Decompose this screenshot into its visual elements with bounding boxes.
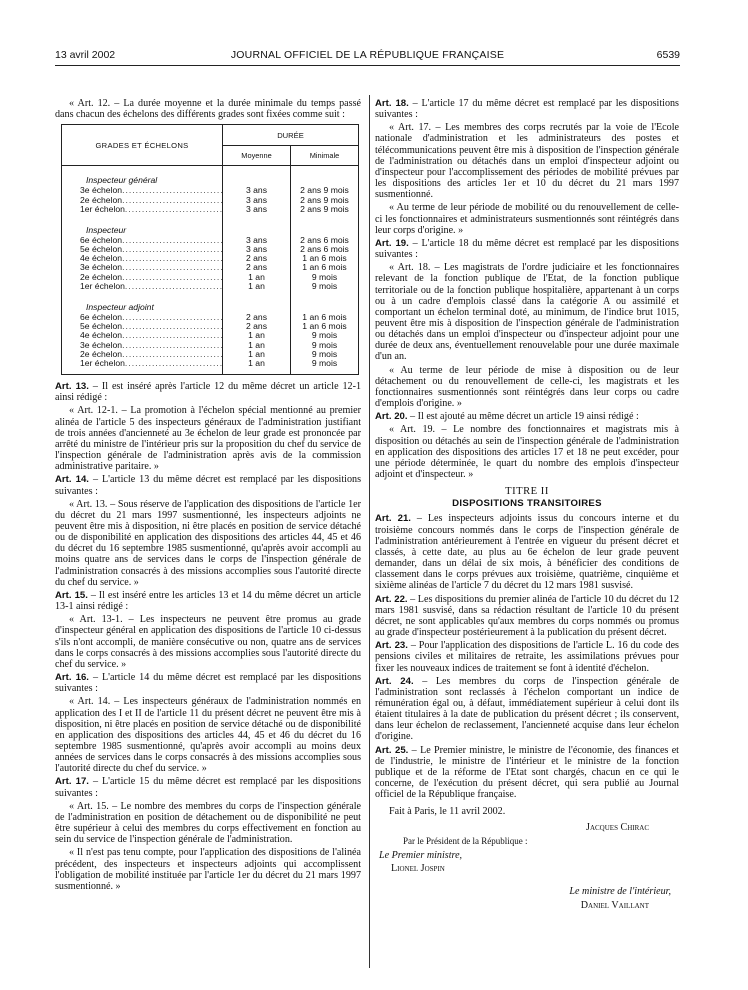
- art21-text: – Les inspecteurs adjoints issus du concours interne et du troisième concours nommés dans le corps de l'inspection générale de l'administration antérieurement à l'entrée en vigueur du présent décret et classés, à cette date, au plus au 6e échelon de leur grade peuvent demander, dans un délai de six mois, à bénéficier des conditions de classement dans le corps prévues aux troisième, quatrième, cinquième et sixième alinéas de l'article 7 du décret du 12 mars 1981 susvisé.: [375, 513, 679, 592]
- art22-text: – Les dispositions du premier alinéa de l'article 10 du décret du 12 mars 1981 susvisé, dans sa rédaction résultant de l'article 10 du présent décret, ne sont applicables qu'aux membres du corps nommés ou promus au grade d'inspecteur postérieurement à la publication du présent décret.: [375, 593, 679, 639]
- table-cell-moyenne: 1 an: [248, 331, 265, 341]
- table-cell-moyenne: 3 ans: [245, 186, 268, 196]
- art14-text: – L'article 13 du même décret est remplacé par les dispositions suivantes :: [55, 474, 361, 497]
- art22-head: Art. 22.: [375, 593, 408, 605]
- art18-quote-2: « Au terme de leur période de mobilité ou du renouvellement de celle-ci les fonctionnaires et administrateurs susmentionnés sont réintégrés dans leur corps d'origine. »: [375, 202, 679, 236]
- premier-ministre-title: Le Premier ministre,: [379, 849, 463, 861]
- table-cell-minimale: 2 ans 6 mois: [300, 235, 349, 245]
- art15-text: – Il est inséré entre les articles 13 et 14 du même décret un article 13-1 ainsi rédigé :: [55, 589, 361, 613]
- art24: [375, 676, 679, 743]
- art13-quote: « Art. 12-1. – La promotion à l'échelon spécial mentionné au premier alinéa de l'article 5 des inspecteurs généraux de l'administration justifiant de trois années d'ancienneté au 3e échelon de leur grade est prononcée par arrêté du ministre de l'intérieur pris sur la proposition du chef du service de l'inspection générale de l'administration après avis de la commission administrative paritaire. »: [55, 405, 361, 473]
- art18: [375, 98, 679, 120]
- table-cell-moyenne: 1 an: [248, 349, 265, 359]
- art13-head: Art. 13.: [55, 381, 89, 393]
- art23-head: Art. 23.: [375, 640, 408, 652]
- col-minimale: Minimale: [309, 151, 340, 161]
- art19-quote-1: « Art. 18. – Les magistrats de l'ordre judiciaire et les fonctionnaires relevant de la fonction publique de l'Etat, de la fonction publique territoriale ou de la fonction publique hospitalière, appartenant à un corps ou à un cadre d'emplois classé dans la catégorie A ou assimilé et comportant un échelon terminal doté, au minimum, de l'indice brut 1015, peuvent être mis à disposition de l'inspection générale de l'administration ou détachés dans un emploi d'inspecteur ou d'inspecteur adjoint pour une durée de deux ans, éventuellement renouvelable pour une durée maximale d'un an.: [375, 262, 679, 363]
- header-journal-title: JOURNAL OFFICIEL DE LA RÉPUBLIQUE FRANÇAISE: [230, 49, 505, 61]
- header-date: 13 avril 2002: [55, 49, 116, 61]
- art15-head: Art. 15.: [55, 589, 88, 601]
- pm-title-line: [375, 848, 679, 862]
- col-duree: DURÉE: [223, 125, 358, 146]
- table-row-echelon: [62, 254, 222, 263]
- art22: [375, 594, 679, 639]
- table-cell-moyenne: 3 ans: [245, 204, 268, 214]
- art19: [375, 238, 679, 260]
- table-cell-moyenne: 3 ans: [245, 245, 268, 255]
- art13-text: – Il est inséré après l'article 12 du même décret un article 12-1 ainsi rédigé :: [55, 381, 361, 404]
- table-cell-minimale: 9 mois: [311, 358, 338, 368]
- signature-jospin: Lionel Jospin: [391, 862, 445, 874]
- table-row-echelon: [62, 263, 222, 272]
- table-row-echelon: [62, 186, 222, 195]
- table-section-title: Inspecteur adjoint: [86, 302, 154, 312]
- table-row-echelon: [62, 205, 222, 214]
- table-cell-minimale: 1 an 6 mois: [302, 313, 347, 322]
- art15-quote: « Art. 13-1. – Les inspecteurs ne peuvent être promus au grade d'inspecteur général en application des dispositions de l'article 10 ci-dessus s'ils n'ont accompli, de manière consécutive ou non, quatre ans de services dans le corps consacrés à des missions accomplies sous l'autorité directe du chef du service. »: [55, 614, 361, 670]
- signature-chirac-line: [375, 820, 679, 834]
- art24-text: – Les membres du corps de l'inspection générale de l'administration sont reclassés à l'échelon comportant un indice de rémunération égal ou, à défaut, immédiatement supérieur à celui dont ils étaient titulaires à la date de publication du présent décret ; ils conservent, dans leur échelon de reclassement, l'ancienneté acquise dans leur échelon d'origine.: [375, 675, 679, 743]
- table-cell-moyenne: 3 ans: [245, 195, 268, 205]
- art18-quote-1: « Art. 17. – Les membres des corps recrutés par la voie de l'Ecole nationale d'administration et les administrateurs des postes et télécommunications peuvent être mis à disposition de l'inspection générale de l'administration ou détachés dans un emploi d'inspecteur adjoint ou d'inspecteur pour l'accomplissement des périodes de mobilité prévues par les dispositions des articles 1er et 10 du décret du 21 mars 1997 susmentionné.: [375, 122, 679, 201]
- table-cell-moyenne: 2 ans: [245, 322, 268, 332]
- table-cell-moyenne: 1 an: [248, 281, 265, 291]
- art20: [375, 411, 679, 422]
- grades-column: [62, 166, 223, 374]
- moyenne-column: [223, 166, 291, 374]
- table-cell-minimale: 1 an 6 mois: [302, 322, 347, 332]
- art14: [55, 474, 361, 496]
- art21: [375, 513, 679, 591]
- table-row-echelon: [62, 322, 222, 331]
- art18-head: Art. 18.: [375, 98, 409, 109]
- signature-vaillant: Daniel Vaillant: [580, 899, 649, 911]
- art20-text: – Il est ajouté au même décret un article 19 ainsi rédigé :: [407, 411, 639, 423]
- table-row-echelon: [62, 341, 222, 350]
- art17-head: Art. 17.: [55, 776, 89, 788]
- art15: [55, 590, 361, 612]
- table-cell-minimale: 1 an 6 mois: [302, 254, 347, 264]
- echelon-label: 5e échelon: [80, 245, 123, 255]
- echelon-label: 4e échelon: [80, 331, 123, 341]
- table-section-title: Inspecteur général: [86, 175, 158, 186]
- table-cell-minimale: 9 mois: [311, 349, 338, 359]
- art24-head: Art. 24.: [375, 675, 414, 687]
- col-moyenne: Moyenne: [223, 146, 291, 165]
- table-row-echelon: [62, 350, 222, 359]
- column-separator: [369, 95, 370, 968]
- mi-title-line: [375, 886, 679, 900]
- table-cell-moyenne: 2 ans: [245, 263, 268, 273]
- table-row-echelon: [62, 313, 222, 322]
- table-row-echelon: [62, 236, 222, 245]
- art14-quote: « Art. 13. – Sous réserve de l'application des dispositions de l'article 1er du décret du 21 mars 1997 susmentionné, les inspecteurs adjoints ne peuvent être mis à disposition, ni être placés en position de service détaché ou de disponibilité en application des dispositions des articles 44, 45 et 46 du décret du 16 septembre 1985 susmentionné, qu'après avoir accompli au moins quatre ans de services dans le corps de l'inspection générale de l'administration consacrés à des missions accomplies sous l'autorité directe du chef du service. »: [55, 498, 361, 588]
- art13: [55, 381, 361, 403]
- art19-text: – L'article 18 du même décret est remplacé par les dispositions suivantes :: [375, 237, 679, 261]
- echelon-label: 3e échelon: [80, 263, 123, 273]
- echelon-label: 6e échelon: [80, 235, 123, 245]
- vaillant-line: [375, 900, 679, 914]
- table-cell-moyenne: 3 ans: [245, 235, 268, 245]
- jospin-line: [375, 862, 679, 876]
- table-cell-minimale: 2 ans 9 mois: [300, 186, 349, 196]
- table-cell-minimale: 1 an 6 mois: [302, 263, 347, 273]
- dispositions-heading: DISPOSITIONS TRANSITOIRES: [452, 498, 602, 510]
- table-row-echelon: [62, 331, 222, 340]
- art16-head: Art. 16.: [55, 672, 89, 684]
- titre-heading: TITRE II: [505, 486, 549, 498]
- col-grades: GRADES ET ÉCHELONS: [62, 125, 223, 165]
- echelon-label: 1er échelon: [80, 358, 125, 368]
- right-column: [375, 98, 679, 914]
- echelon-label: 5e échelon: [80, 322, 123, 332]
- echelon-label: 6e échelon: [80, 313, 123, 322]
- art19-head: Art. 19.: [375, 237, 409, 249]
- art14-head: Art. 14.: [55, 474, 89, 486]
- table-cell-minimale: 2 ans 9 mois: [300, 204, 349, 214]
- art21-head: Art. 21.: [375, 513, 411, 525]
- echelon-label: 1er échelon: [80, 281, 125, 291]
- table-cell-minimale: 9 mois: [311, 272, 338, 282]
- table-cell-moyenne: 1 an: [248, 340, 265, 350]
- art23: [375, 640, 679, 673]
- minimale-column: [291, 166, 358, 374]
- table-cell-minimale: 9 mois: [311, 331, 338, 341]
- art17-quote-2: « Il n'est pas tenu compte, pour l'application des dispositions de l'alinéa précédent, des inspecteurs et inspecteurs adjoints qui accomplissent l'obligation de mobilité instituée par l'article 1er du décret du 21 mars 1997 susmentionné. »: [55, 847, 361, 892]
- spacer: [375, 876, 679, 886]
- left-column: [55, 98, 361, 894]
- echelon-label: 2e échelon: [80, 349, 123, 359]
- header-page-number: 6539: [656, 49, 680, 61]
- art17-text: – L'article 15 du même décret est remplacé par les dispositions suivantes :: [55, 776, 361, 799]
- art20-quote: « Art. 19. – Le nombre des fonctionnaires et magistrats mis à disposition ou détachés au sein de l'inspection générale de l'administration en application des dispositions des articles 17 et 18 ne peut excéder, pour une période déterminée, le quart du nombre des emplois d'inspecteur adjoint et d'inspecteur. »: [375, 424, 679, 480]
- table-header: [62, 125, 358, 166]
- page-header: [55, 49, 680, 63]
- table-cell-minimale: 9 mois: [311, 340, 338, 350]
- table-cell-minimale: 9 mois: [311, 281, 338, 291]
- table-row-echelon: [62, 245, 222, 254]
- echelon-label: 2e échelon: [80, 272, 123, 282]
- table-body: [62, 166, 358, 374]
- ministre-interieur-title: Le ministre de l'intérieur,: [569, 885, 671, 897]
- signature-chirac: Jacques Chirac: [586, 821, 649, 833]
- echelon-label: 1er échelon: [80, 204, 125, 214]
- table-cell-moyenne: 2 ans: [245, 254, 268, 264]
- art17-quote-1: « Art. 15. – Le nombre des membres du corps de l'inspection générale de l'administration en position de détachement ou de disponibilité ne peut être supérieur à celui des membres du corps effectivement en fonction au sein du service de l'inspection générale de l'administration.: [55, 800, 361, 846]
- table-row-echelon: [62, 196, 222, 205]
- art23-text: – Pour l'application des dispositions de l'article L. 16 du code des pensions civiles et militaires de retraite, les assimilations prévues pour fixer les nouveaux indices de traitement se font à identité d'échelon.: [375, 640, 679, 674]
- table-row-echelon: [62, 273, 222, 282]
- echelon-label: 3e échelon: [80, 340, 123, 350]
- art17: [55, 776, 361, 798]
- fait-a-paris: Fait à Paris, le 11 avril 2002.: [389, 806, 506, 818]
- art16: [55, 672, 361, 694]
- table-row-echelon: [62, 282, 222, 291]
- duration-table: [61, 124, 359, 375]
- art16-text: – L'article 14 du même décret est remplacé par les dispositions suivantes :: [55, 672, 361, 695]
- art19-quote-2: « Au terme de leur période de mise à disposition ou de leur détachement ou du renouvellement de celle-ci, les magistrats et les fonctionnaires susmentionnés sont réintégrés dans leur corps ou cadre d'emplois d'origine. »: [375, 364, 679, 410]
- par-le-president: Par le Président de la République :: [403, 835, 528, 846]
- table-cell-moyenne: 1 an: [248, 272, 265, 282]
- header-rule: [55, 65, 680, 66]
- table-row-echelon: [62, 359, 222, 368]
- table-cell-moyenne: 2 ans: [245, 313, 268, 322]
- table-section-title: Inspecteur: [86, 224, 127, 235]
- art18-text: – L'article 17 du même décret est remplacé par les dispositions suivantes :: [375, 98, 679, 121]
- art25: [375, 745, 679, 801]
- art12-intro: « Art. 12. – La durée moyenne et la durée minimale du temps passé dans chacun des échelons des différents grades sont fixées comme suit :: [55, 98, 361, 121]
- table-cell-moyenne: 1 an: [248, 358, 265, 368]
- par-president-line: [375, 834, 679, 848]
- table-cell-minimale: 2 ans 9 mois: [300, 195, 349, 205]
- echelon-label: 4e échelon: [80, 254, 123, 264]
- art16-quote: « Art. 14. – Les inspecteurs généraux de l'administration nommés en application des I et II de l'article 11 du présent décret ne peuvent être mis à disposition, ni être placés en position de service détaché ou de disponibilité en application des dispositions des articles 44, 45 et 46 du décret du 16 septembre 1985 susmentionné, qu'après avoir accompli au moins deux années de services dans le corps consacrés à des missions accomplies sous l'autorité directe du chef du service. »: [55, 696, 361, 775]
- table-cell-minimale: 2 ans 6 mois: [300, 245, 349, 255]
- art25-head: Art. 25.: [375, 744, 409, 756]
- echelon-label: 3e échelon: [80, 186, 123, 196]
- echelon-label: 2e échelon: [80, 195, 123, 205]
- art20-head: Art. 20.: [375, 411, 408, 423]
- art25-text: – Le Premier ministre, le ministre de l'économie, des finances et de l'industrie, le ministre de l'intérieur et le ministre de la fonction publique et de la réforme de l'Etat sont chargés, chacun en ce qui le concerne, de l'exécution du présent décret, qui sera publié au Journal officiel de la République française.: [375, 744, 679, 801]
